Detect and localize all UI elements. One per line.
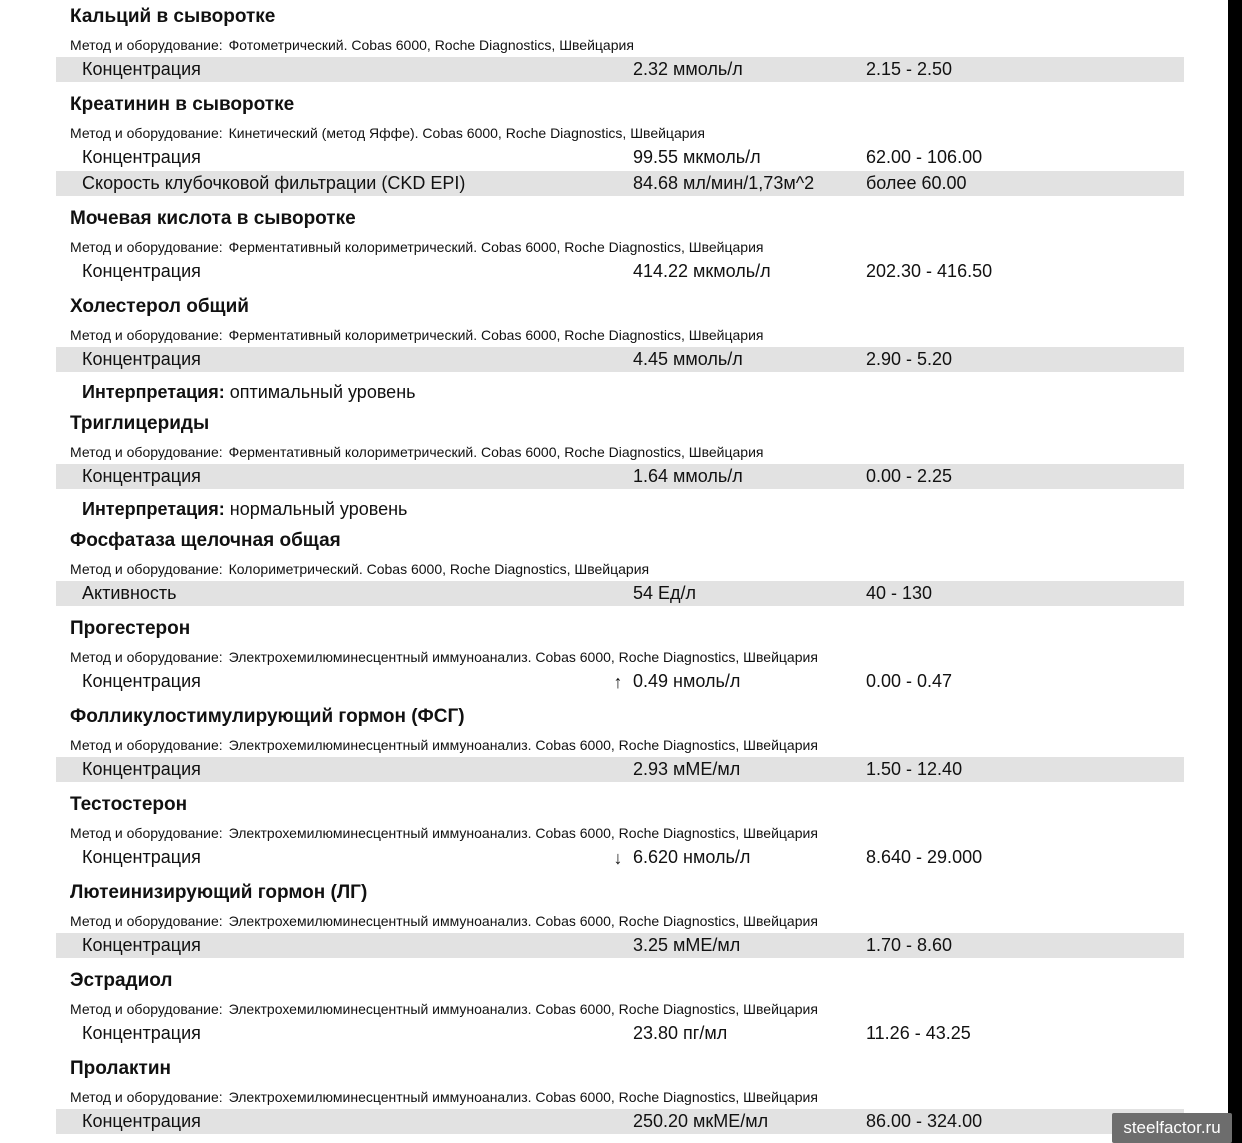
result-row [56, 145, 1184, 170]
param-name: Концентрация [82, 261, 201, 281]
reference-range: 86.00 - 324.00 [866, 1111, 983, 1131]
result-row [56, 1021, 1184, 1046]
param-name: Концентрация [82, 59, 201, 79]
method-line: Метод и оборудование: Электрохемилюминесцентный иммуноанализ. Cobas 6000, Roche Diagnostics, Швейцария [70, 737, 818, 753]
param-name: Концентрация [82, 935, 201, 955]
result-row [56, 933, 1184, 958]
test-title: Эстрадиол [70, 970, 173, 991]
reference-range: 11.26 - 43.25 [866, 1023, 971, 1043]
reference-range: 2.15 - 2.50 [866, 59, 953, 79]
param-name: Концентрация [82, 759, 201, 779]
method-line: Метод и оборудование: Кинетический (метод Яффе). Cobas 6000, Roche Diagnostics, Швейцария [70, 125, 705, 141]
param-name: Активность [82, 583, 177, 603]
test-title: Мочевая кислота в сыворотке [70, 208, 356, 229]
test-title: Триглицериды [70, 413, 210, 434]
reference-range: 0.00 - 2.25 [866, 466, 953, 486]
test-title: Фосфатаза щелочная общая [70, 530, 341, 551]
result-value: 6.620 нмоль/л [633, 847, 751, 867]
reference-range: более 60.00 [866, 173, 967, 193]
method-line: Метод и оборудование: Фотометрический. Cobas 6000, Roche Diagnostics, Швейцария [70, 37, 634, 53]
test-title: Креатинин в сыворотке [70, 94, 295, 115]
result-value: 0.49 нмоль/л [633, 671, 741, 691]
test-title: Кальций в сыворотке [70, 6, 276, 27]
test-title: Фолликулостимулирующий гормон (ФСГ) [70, 706, 465, 727]
reference-range: 2.90 - 5.20 [866, 349, 953, 369]
method-line: Метод и оборудование: Колориметрический. Cobas 6000, Roche Diagnostics, Швейцария [70, 561, 650, 577]
method-line: Метод и оборудование: Электрохемилюминесцентный иммуноанализ. Cobas 6000, Roche Diagnostics, Швейцария [70, 1001, 818, 1017]
reference-range: 40 - 130 [866, 583, 933, 603]
reference-range: 62.00 - 106.00 [866, 147, 983, 167]
result-row [56, 757, 1184, 782]
result-row [56, 845, 1184, 870]
result-value: 4.45 ммоль/л [633, 349, 743, 369]
result-value: 23.80 пг/мл [633, 1023, 728, 1043]
result-value: 2.93 мМЕ/мл [633, 759, 741, 779]
param-name: Концентрация [82, 466, 201, 486]
test-title: Лютеинизирующий гормон (ЛГ) [70, 882, 368, 903]
param-name: Концентрация [82, 147, 201, 167]
test-title: Пролактин [70, 1058, 172, 1079]
result-value: 54 Ед/л [633, 583, 697, 603]
param-name: Концентрация [82, 1023, 201, 1043]
result-row [56, 259, 1184, 284]
method-line: Метод и оборудование: Ферментативный колориметрический. Cobas 6000, Roche Diagnostics, Швейцария [70, 327, 764, 343]
param-name: Концентрация [82, 1111, 201, 1131]
watermark-label: steelfactor.ru [1112, 1113, 1232, 1143]
param-name: Концентрация [82, 349, 201, 369]
reference-range: 1.50 - 12.40 [866, 759, 963, 779]
test-title: Холестерол общий [70, 296, 249, 317]
method-line: Метод и оборудование: Электрохемилюминесцентный иммуноанализ. Cobas 6000, Roche Diagnostics, Швейцария [70, 825, 818, 841]
interpretation: Интерпретация: нормальный уровень [82, 499, 408, 519]
method-line: Метод и оборудование: Электрохемилюминесцентный иммуноанализ. Cobas 6000, Roche Diagnostics, Швейцария [70, 913, 818, 929]
reference-range: 8.640 - 29.000 [866, 847, 983, 867]
method-line: Метод и оборудование: Электрохемилюминесцентный иммуноанализ. Cobas 6000, Roche Diagnostics, Швейцария [70, 649, 818, 665]
result-value: 3.25 мМЕ/мл [633, 935, 741, 955]
result-row [56, 171, 1184, 196]
result-value: 414.22 мкмоль/л [633, 261, 771, 281]
param-name: Концентрация [82, 671, 201, 691]
result-value: 84.68 мл/мин/1,73м^2 [633, 173, 815, 193]
test-title: Тестостерон [70, 794, 188, 815]
result-row [56, 57, 1184, 82]
result-value: 2.32 ммоль/л [633, 59, 743, 79]
result-row [56, 581, 1184, 606]
interpretation: Интерпретация: оптимальный уровень [82, 382, 416, 402]
param-name: Концентрация [82, 847, 201, 867]
result-row [56, 464, 1184, 489]
test-title: Прогестерон [70, 618, 191, 639]
arrow-up-icon: ↑ [613, 672, 623, 692]
result-row [56, 669, 1184, 694]
result-value: 99.55 мкмоль/л [633, 147, 761, 167]
param-name: Скорость клубочковой фильтрации (CKD EPI) [82, 173, 466, 193]
arrow-down-icon: ↓ [613, 848, 623, 868]
method-line: Метод и оборудование: Ферментативный колориметрический. Cobas 6000, Roche Diagnostics, Швейцария [70, 239, 764, 255]
reference-range: 202.30 - 416.50 [866, 261, 993, 281]
result-row [56, 1109, 1184, 1134]
result-value: 1.64 ммоль/л [633, 466, 743, 486]
reference-range: 1.70 - 8.60 [866, 935, 953, 955]
reference-range: 0.00 - 0.47 [866, 671, 953, 691]
method-line: Метод и оборудование: Ферментативный колориметрический. Cobas 6000, Roche Diagnostics, Швейцария [70, 444, 764, 460]
result-row [56, 347, 1184, 372]
method-line: Метод и оборудование: Электрохемилюминесцентный иммуноанализ. Cobas 6000, Roche Diagnostics, Швейцария [70, 1089, 818, 1105]
result-value: 250.20 мкМЕ/мл [633, 1111, 769, 1131]
